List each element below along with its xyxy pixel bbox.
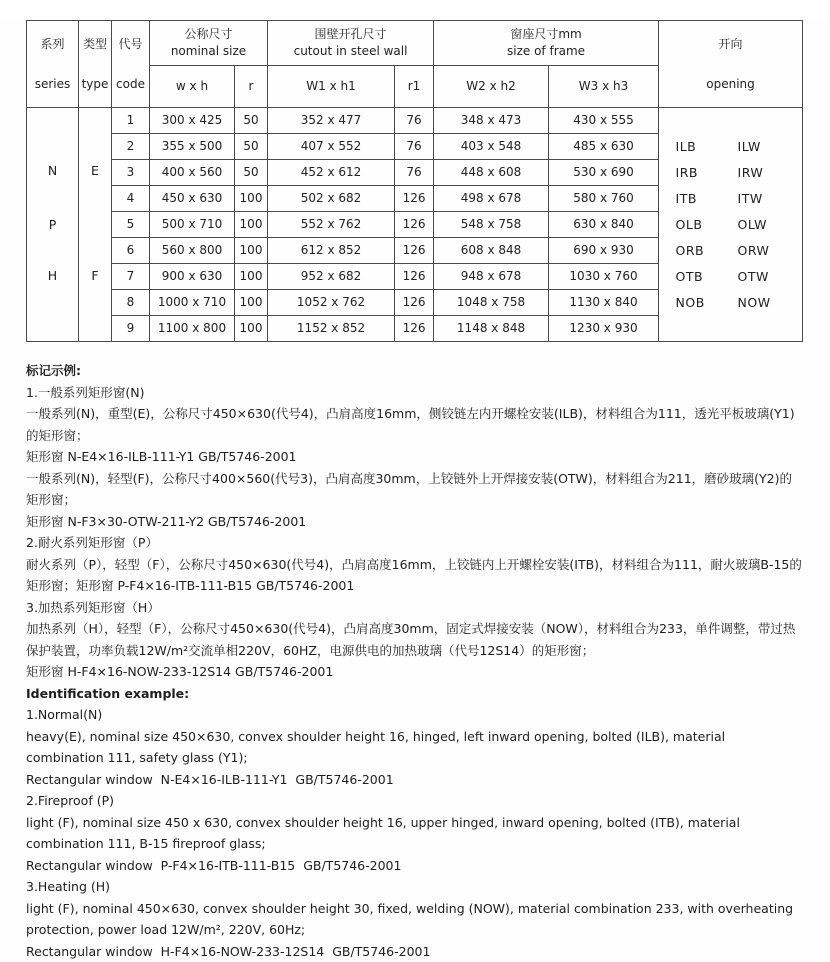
cell-r: 100 [235, 238, 268, 264]
cell-wxh: 560 x 800 [150, 238, 235, 264]
cell-r1: 126 [395, 212, 434, 238]
opening-code: IRW [738, 160, 786, 186]
header-code-cn: 代号 [114, 37, 147, 52]
cell-w1h1: 1152 x 852 [268, 316, 395, 342]
cell-w2h2: 548 x 758 [434, 212, 549, 238]
spec-table [26, 20, 803, 342]
note-line: 2.Fireproof (P) [26, 790, 804, 812]
cell-wxh: 400 x 560 [150, 160, 235, 186]
note-line: Rectangular window N-E4×16-ILB-111-Y1 GB/T5746-2001 [26, 769, 804, 791]
cell-code: 4 [112, 186, 150, 212]
cell-r1: 76 [395, 134, 434, 160]
cell-r: 100 [235, 212, 268, 238]
header-code-en: code [114, 77, 147, 92]
cell-w2h2: 448 x 608 [434, 160, 549, 186]
cell-w3h3: 1130 x 840 [549, 290, 659, 316]
cell-wxh: 900 x 630 [150, 264, 235, 290]
opening-code: OTB [676, 264, 720, 290]
opening-code: NOW [738, 290, 786, 316]
cell-w1h1: 452 x 612 [268, 160, 395, 186]
cell-code: 3 [112, 160, 150, 186]
header-frame-en: size of frame [436, 44, 656, 59]
series-cell [27, 108, 79, 342]
opening-code: OLB [676, 212, 720, 238]
type-cell [79, 108, 112, 342]
opening-code: ITW [738, 186, 786, 212]
header-opening-cn: 开向 [661, 37, 800, 52]
note-line: heavy(E), nominal size 450×630, convex shoulder height 16, hinged, left inward opening, bolted (ILB), material combination 111, safety glass (Y1); [26, 726, 804, 769]
cell-w3h3: 630 x 840 [549, 212, 659, 238]
cell-code: 5 [112, 212, 150, 238]
cell-code: 1 [112, 108, 150, 134]
cell-w2h2: 498 x 678 [434, 186, 549, 212]
subheader-w2h2: W2 x h2 [434, 66, 549, 108]
header-series-en: series [29, 77, 76, 92]
cell-r: 50 [235, 160, 268, 186]
header-cutout-cn: 围壁开孔尺寸 [270, 27, 431, 42]
note-line: 1.Normal(N) [26, 704, 804, 726]
note-line: 一般系列(N)，轻型(F)，公称尺寸400×560(代号3)，凸肩高度30mm，上铰链外上开焊接安装(OTW)，材料组合为211，磨砂玻璃(Y2)的矩形窗； [26, 468, 804, 511]
note-line: 2.耐火系列矩形窗（P） [26, 532, 804, 554]
header-type [79, 21, 112, 108]
cell-w1h1: 352 x 477 [268, 108, 395, 134]
note-line: Rectangular window H-F4×16-NOW-233-12S14 GB/T5746-2001 [26, 941, 804, 962]
note-line: 矩形窗 H-F4×16-NOW-233-12S14 GB/T5746-2001 [26, 661, 804, 683]
note-line: light (F), nominal size 450 x 630, convex shoulder height 16, upper hinged, inward opening, bolted (ITB), material combination 111, B-15 fireproof glass; [26, 812, 804, 855]
cell-wxh: 355 x 500 [150, 134, 235, 160]
header-nominal-en: nominal size [152, 44, 265, 59]
header-nominal-size [150, 21, 268, 66]
cell-code: 7 [112, 264, 150, 290]
note-line: 1.一般系列矩形窗(N) [26, 382, 804, 404]
cell-r: 50 [235, 134, 268, 160]
cell-r1: 126 [395, 264, 434, 290]
cell-w3h3: 1030 x 760 [549, 264, 659, 290]
cell-w1h1: 552 x 762 [268, 212, 395, 238]
series-cell-letter: H [27, 268, 78, 284]
note-line: 加热系列（H），轻型（F），公称尺寸450×630(代号4)，凸肩高度30mm，固定式焊接安装（NOW），材料组合为233，单件调整，带过热保护装置，功率负载12W/m²交流单相220V，60HZ，电源供电的加热玻璃（代号12S14）的矩形窗； [26, 618, 804, 661]
cell-r: 100 [235, 264, 268, 290]
cell-w1h1: 612 x 852 [268, 238, 395, 264]
opening-code: IRB [676, 160, 720, 186]
cell-w3h3: 1230 x 930 [549, 316, 659, 342]
cell-code: 8 [112, 290, 150, 316]
cell-w2h2: 348 x 473 [434, 108, 549, 134]
series-cell-letter: N [27, 163, 78, 179]
note-line: 一般系列(N)，重型(E)，公称尺寸450×630(代号4)，凸肩高度16mm，侧铰链左内开螺栓安装(ILB)，材料组合为111，透光平板玻璃(Y1)的矩形窗； [26, 403, 804, 446]
cell-code: 9 [112, 316, 150, 342]
header-series-cn: 系列 [29, 37, 76, 52]
header-opening-en: opening [661, 77, 800, 92]
cell-w2h2: 1148 x 848 [434, 316, 549, 342]
type-cell-letter: E [79, 163, 111, 179]
cell-r: 100 [235, 316, 268, 342]
cell-wxh: 1000 x 710 [150, 290, 235, 316]
cell-wxh: 450 x 630 [150, 186, 235, 212]
cell-w3h3: 530 x 690 [549, 160, 659, 186]
type-cell-letter: F [79, 268, 111, 284]
cell-code: 6 [112, 238, 150, 264]
cell-w1h1: 952 x 682 [268, 264, 395, 290]
note-line: 矩形窗 N-F3×30-OTW-211-Y2 GB/T5746-2001 [26, 511, 804, 533]
note-line: 3.Heating (H) [26, 876, 804, 898]
opening-code: ORW [738, 238, 786, 264]
cell-w3h3: 690 x 930 [549, 238, 659, 264]
note-line: Identification example: [26, 683, 804, 705]
opening-codes-grid [661, 134, 800, 316]
cell-w2h2: 1048 x 758 [434, 290, 549, 316]
subheader-w1h1: W1 x h1 [268, 66, 395, 108]
spec-table-body [27, 108, 803, 342]
note-line: 标记示例: [26, 360, 804, 382]
cell-r: 50 [235, 108, 268, 134]
opening-code: ITB [676, 186, 720, 212]
opening-code: OLW [738, 212, 786, 238]
cell-wxh: 500 x 710 [150, 212, 235, 238]
note-line: 矩形窗 N-E4×16-ILB-111-Y1 GB/T5746-2001 [26, 446, 804, 468]
opening-code: ILB [676, 134, 720, 160]
cell-w3h3: 485 x 630 [549, 134, 659, 160]
cell-r1: 76 [395, 160, 434, 186]
note-line: 耐火系列（P），轻型（F），公称尺寸450×630(代号4)，凸肩高度16mm，上铰链内上开螺栓安装(ITB)，材料组合为111，耐火玻璃B-15的矩形窗；矩形窗 P-F4×16-ITB-111-B15 GB/T5746-2001 [26, 554, 804, 597]
cell-r1: 126 [395, 186, 434, 212]
note-line: 3.加热系列矩形窗（H） [26, 597, 804, 619]
cell-w1h1: 1052 x 762 [268, 290, 395, 316]
table-row [27, 108, 803, 134]
cell-wxh: 1100 x 800 [150, 316, 235, 342]
header-cutout-en: cutout in steel wall [270, 44, 431, 59]
cell-r1: 126 [395, 290, 434, 316]
header-type-cn: 类型 [81, 37, 109, 52]
cell-w1h1: 502 x 682 [268, 186, 395, 212]
header-frame-cn: 窗座尺寸mm [436, 27, 656, 42]
note-line: light (F), nominal 450×630, convex shoulder height 30, fixed, welding (NOW), material combination 233, with overheating protection, power load 12W/m², 220V, 60Hz; [26, 898, 804, 941]
header-frame-size [434, 21, 659, 66]
header-type-en: type [81, 77, 109, 92]
cell-r1: 126 [395, 238, 434, 264]
cell-r: 100 [235, 290, 268, 316]
subheader-wxh: w x h [150, 66, 235, 108]
notes [26, 360, 804, 962]
opening-cell [659, 108, 803, 342]
opening-code: OTW [738, 264, 786, 290]
series-cell-letter: P [27, 217, 78, 233]
opening-code: ILW [738, 134, 786, 160]
cell-w2h2: 608 x 848 [434, 238, 549, 264]
cell-r1: 126 [395, 316, 434, 342]
cell-r1: 76 [395, 108, 434, 134]
header-series [27, 21, 79, 108]
cell-w3h3: 430 x 555 [549, 108, 659, 134]
cell-r: 100 [235, 186, 268, 212]
subheader-r: r [235, 66, 268, 108]
cell-w3h3: 580 x 760 [549, 186, 659, 212]
note-line: Rectangular window P-F4×16-ITB-111-B15 GB/T5746-2001 [26, 855, 804, 877]
subheader-w3h3: W3 x h3 [549, 66, 659, 108]
subheader-r1: r1 [395, 66, 434, 108]
header-cutout [268, 21, 434, 66]
cell-w2h2: 948 x 678 [434, 264, 549, 290]
header-opening [659, 21, 803, 108]
header-code [112, 21, 150, 108]
cell-code: 2 [112, 134, 150, 160]
document-page [0, 20, 830, 960]
cell-w2h2: 403 x 548 [434, 134, 549, 160]
opening-code: ORB [676, 238, 720, 264]
opening-code: NOB [676, 290, 720, 316]
cell-wxh: 300 x 425 [150, 108, 235, 134]
cell-w1h1: 407 x 552 [268, 134, 395, 160]
header-nominal-cn: 公称尺寸 [152, 27, 265, 42]
